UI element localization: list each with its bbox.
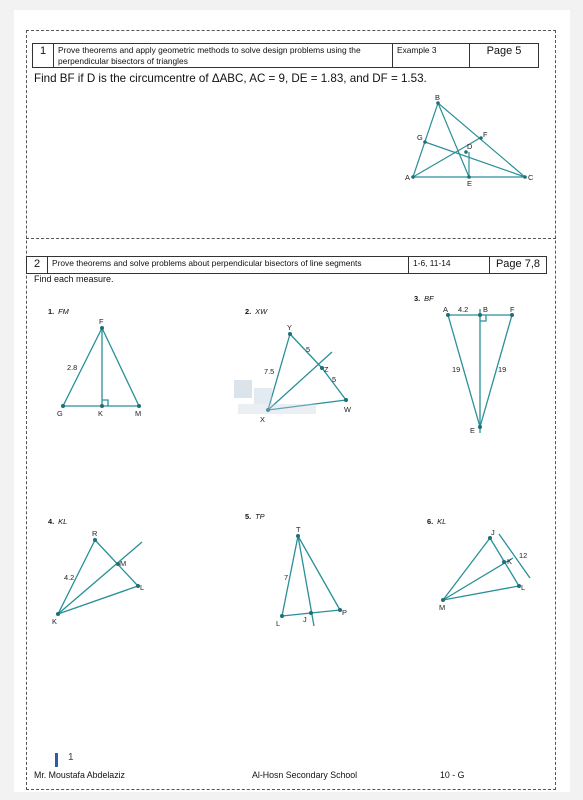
p5-t: T: [296, 525, 301, 534]
dashed-border-right: [555, 30, 556, 790]
problem-6-label: 6. KL: [427, 517, 447, 526]
circumcentre-figure: [405, 93, 555, 190]
p5-p: P: [342, 608, 347, 617]
section2-page: Page 7,8: [490, 257, 547, 274]
p4-l: L: [140, 583, 145, 592]
p5-l: L: [276, 619, 281, 628]
p2-w: W: [344, 405, 351, 414]
label-e: E: [467, 179, 472, 188]
p3-b: B: [483, 305, 488, 314]
p6-k: K: [507, 557, 512, 566]
problem-5-figure: [272, 525, 362, 638]
label-f: F: [483, 130, 488, 139]
p4-r: R: [92, 529, 98, 538]
p4-m: M: [120, 559, 127, 568]
p6-m: M: [439, 603, 446, 612]
section2-header-table: [26, 256, 547, 274]
problem-2-label: 2. XW: [245, 307, 268, 316]
section1-page: Page 5: [470, 44, 539, 68]
section1-question: Find BF if D is the circumcentre of ΔABC, AC = 9, DE = 1.83, and DF = 1.53.: [34, 72, 427, 85]
p3-m2: 19: [452, 365, 461, 374]
section2-number: 2: [27, 257, 48, 274]
problem-3-label: 3. BF: [414, 294, 434, 303]
dashed-border-left: [26, 30, 27, 790]
section2-example: 1-6, 11-14: [409, 257, 490, 274]
p1-measure: 2.8: [67, 363, 78, 372]
problem-5-label: 5. TP: [245, 512, 265, 521]
watermark-logo: [234, 380, 320, 420]
label-g: G: [417, 133, 423, 142]
p3-m3: 19: [498, 365, 507, 374]
p2-z: Z: [324, 365, 329, 374]
p2-y: Y: [287, 323, 292, 332]
label-c: C: [528, 173, 534, 182]
label-a: A: [405, 173, 410, 182]
p2-m2: 5: [332, 375, 337, 384]
section1-header-table: [32, 43, 539, 68]
section2-instruction: Find each measure.: [34, 274, 114, 284]
section2-objective: Prove theorems and solve problems about perpendicular bisectors of line segments: [48, 257, 409, 274]
problem-4-figure: [50, 530, 160, 630]
page-number: 1: [68, 752, 74, 763]
p2-m1: 5: [306, 345, 311, 354]
footer-school: Al-Hosn Secondary School: [252, 770, 358, 780]
problem-6-figure: [435, 530, 545, 610]
p1-k: K: [98, 409, 103, 418]
p5-measure: 7: [284, 573, 289, 582]
p4-measure: 4.2: [64, 573, 75, 582]
section1-objective: Prove theorems and apply geometric methods to solve design problems using the perpendicular bisectors of triangles: [54, 44, 393, 68]
footer-author: Mr. Moustafa Abdelaziz: [34, 770, 125, 780]
p2-m3: 7.5: [264, 367, 275, 376]
p3-a: A: [443, 305, 448, 314]
page-number-bar: [55, 753, 58, 767]
section1-number: 1: [33, 44, 54, 68]
label-d: D: [467, 142, 473, 151]
p3-e: E: [470, 426, 475, 435]
dashed-border-bottom: [26, 789, 556, 790]
p1-m: M: [135, 409, 142, 418]
footer-grade: 10 - G: [440, 770, 465, 780]
p2-x: X: [260, 415, 265, 424]
p3-m1: 4.2: [458, 305, 469, 314]
p1-f: F: [99, 317, 104, 326]
label-b: B: [435, 93, 440, 102]
p6-j: J: [491, 528, 495, 537]
problem-3-figure: [440, 305, 530, 440]
section-divider: [26, 238, 556, 239]
p5-j: J: [303, 615, 307, 624]
p1-g: G: [57, 409, 63, 418]
dashed-border-top: [26, 30, 556, 31]
problem-4-label: 4. KL: [48, 517, 68, 526]
p3-f: F: [510, 305, 515, 314]
section1-example: Example 3: [393, 44, 470, 68]
p6-measure: 12: [519, 551, 528, 560]
problem-1-label: 1. FM: [48, 307, 69, 316]
p4-k: K: [52, 617, 57, 626]
p6-l: L: [521, 583, 526, 592]
problem-1-figure: [55, 317, 155, 420]
